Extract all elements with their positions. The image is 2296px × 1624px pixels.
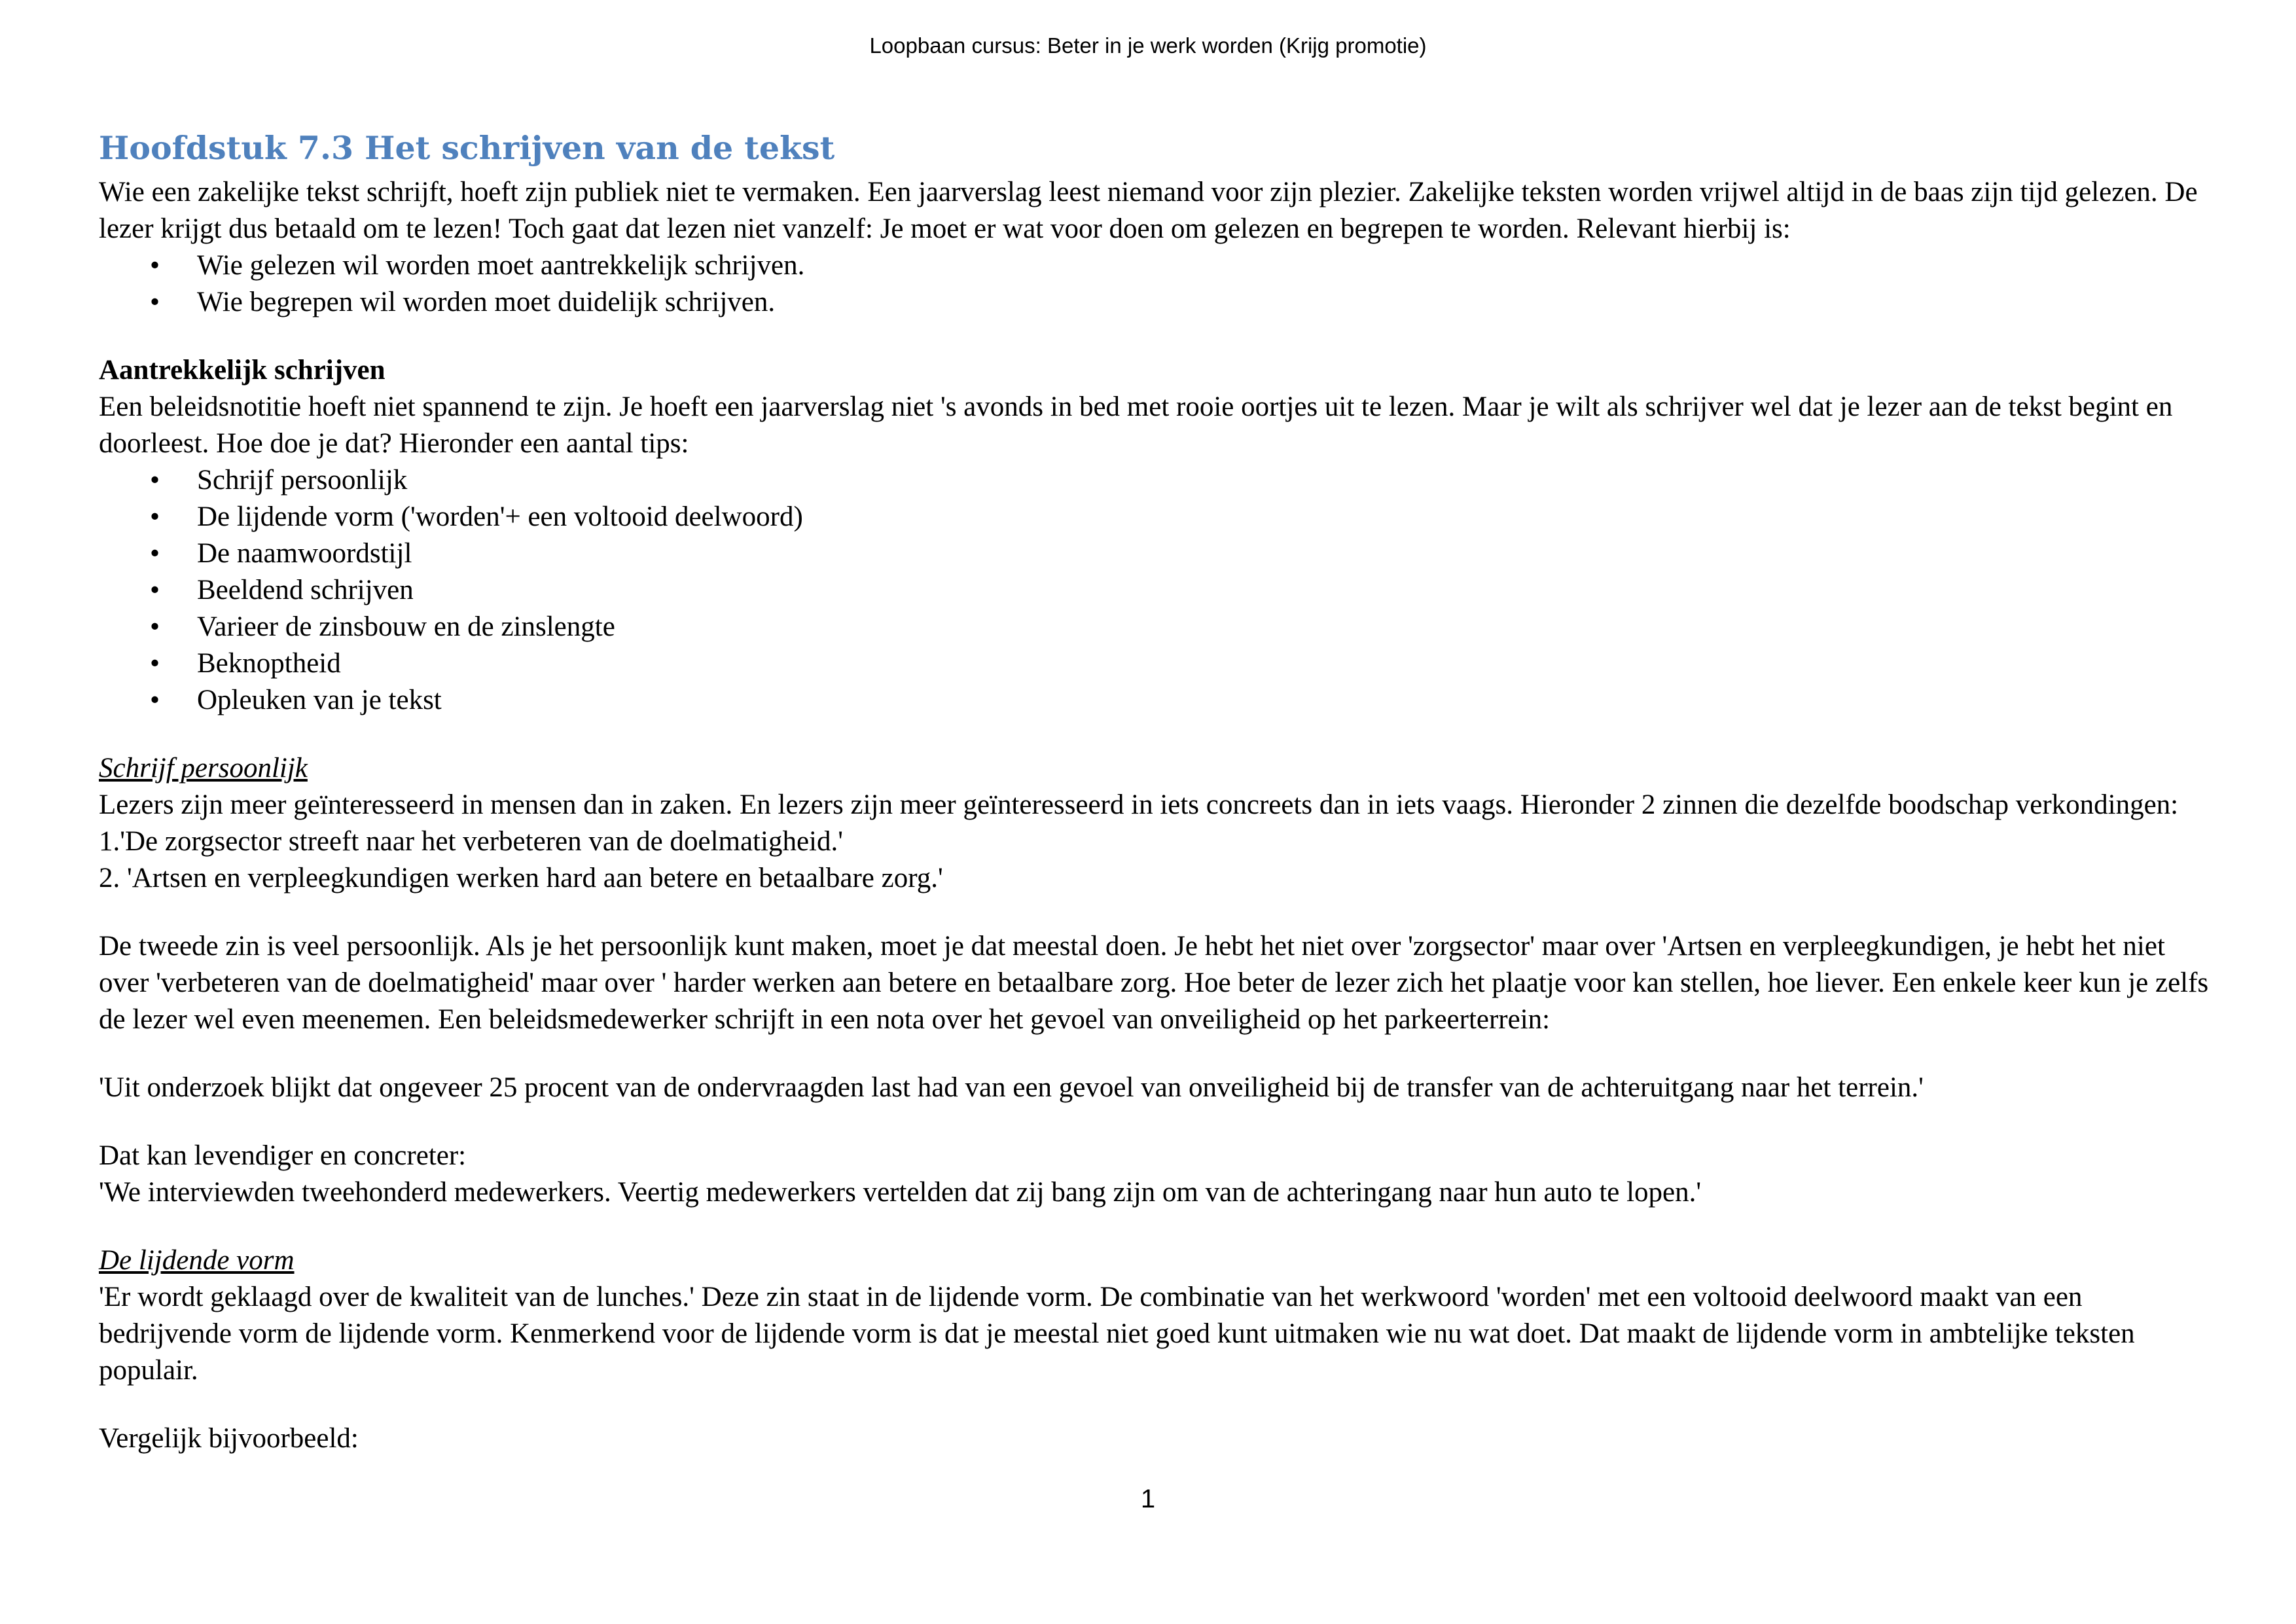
list-item: • Varieer de zinsbouw en de zinslengte [99, 609, 2219, 645]
sub-heading-lijdende-vorm: De lijdende vorm [99, 1245, 295, 1276]
spacer [99, 1038, 2219, 1070]
chapter-title: Hoofdstuk 7.3 Het schrijven van de tekst [99, 129, 835, 167]
persoonlijk-alt-intro: Dat kan levendiger en concreter: [99, 1140, 467, 1171]
page-number: 1 [1140, 1485, 1156, 1513]
example-sentence-1: 1.'De zorgsector streeft naar het verbeteren van de doelmatigheid.' [99, 826, 843, 857]
persoonlijk-quote: 'Uit onderzoek blijkt dat ongeveer 25 procent van de ondervraagden last had van een gevoel van onveiligheid bij de transfer van de achteruitgang naar het terrein.' [99, 1072, 1924, 1103]
sub-heading-persoonlijk: Schrijf persoonlijk [99, 753, 308, 784]
spacer [99, 1106, 2219, 1138]
list-item: • Beknoptheid [99, 645, 2219, 682]
spacer [99, 1389, 2219, 1420]
list-item: • Wie gelezen wil worden moet aantrekkelijk schrijven. [99, 247, 2219, 284]
list-item: • Schrijf persoonlijk [99, 462, 2219, 499]
list-item: • Opleuken van je tekst [99, 682, 2219, 719]
intro-bullet-list [99, 247, 2219, 321]
lijdende-vorm-paragraph: 'Er wordt geklaagd over de kwaliteit van de lunches.' Deze zin staat in de lijdende vorm. De combinatie van het werkwoord 'worden' met een voltooid deelwoord maakt van een bedrijvende vorm de lijdende vorm. Kenmerkend voor de lijdende vorm is dat je meestal niet goed kunt uitmaken wie nu wat doet. Dat maakt de lijdende vorm in ambtelijke teksten populair. [99, 1282, 2135, 1386]
list-item: • Wie begrepen wil worden moet duidelijk schrijven. [99, 284, 2219, 321]
persoonlijk-explanation: De tweede zin is veel persoonlijk. Als je het persoonlijk kunt maken, moet je dat meestal doen. Je hebt het niet over 'zorgsector' maar over 'Artsen en verpleegkundigen, je hebt het niet over 'verbeteren van de doelmatigheid' maar over ' harder werken aan betere en betaalbare zorg. Hoe beter de lezer zich het plaatje voor kan stellen, hoe liever. Een enkele keer kun je zelfs de lezer wel even meenemen. Een beleidsmedewerker schrijft in een nota over het gevoel van onveiligheid op het parkeerterrein: [99, 931, 2209, 1035]
example-sentence-2: 2. 'Artsen en verpleegkundigen werken hard aan betere en betaalbare zorg.' [99, 863, 943, 893]
spacer [99, 897, 2219, 928]
section-heading-aantrekkelijk: Aantrekkelijk schrijven [99, 355, 386, 386]
list-item: • De lijdende vorm ('worden'+ een voltooid deelwoord) [99, 499, 2219, 535]
spacer [99, 719, 2219, 750]
page-content [99, 122, 2219, 1457]
lijdende-vorm-compare: Vergelijk bijvoorbeeld: [99, 1423, 359, 1454]
spacer [99, 1211, 2219, 1242]
aantrekkelijk-paragraph: Een beleidsnotitie hoeft niet spannend te zijn. Je hoeft een jaarverslag niet 's avonds in bed met rooie oortjes uit te lezen. Maar je wilt als schrijver wel dat je lezer aan de tekst begint en doorleest. Hoe doe je dat? Hieronder een aantal tips: [99, 391, 2173, 459]
running-header: Loopbaan cursus: Beter in je werk worden (Krijg promotie) [869, 33, 1427, 58]
list-item: • De naamwoordstijl [99, 535, 2219, 572]
persoonlijk-alt-quote: 'We interviewden tweehonderd medewerkers. Veertig medewerkers vertelden dat zij bang zijn om van de achteringang naar hun auto te lopen.' [99, 1177, 1702, 1208]
persoonlijk-paragraph: Lezers zijn meer geïnteresseerd in mensen dan in zaken. En lezers zijn meer geïnteresseerd in iets concreets dan in iets vaags. Hieronder 2 zinnen die dezelfde boodschap verkondingen: [99, 789, 2179, 820]
spacer [99, 321, 2219, 352]
tips-bullet-list [99, 462, 2219, 719]
intro-paragraph: Wie een zakelijke tekst schrijft, hoeft zijn publiek niet te vermaken. Een jaarverslag leest niemand voor zijn plezier. Zakelijke teksten worden vrijwel altijd in de baas zijn tijd gelezen. De lezer krijgt dus betaald om te lezen! Toch gaat dat lezen niet vanzelf: Je moet er wat voor doen om gelezen en begrepen te worden. Relevant hierbij is: [99, 177, 2198, 244]
list-item: • Beeldend schrijven [99, 572, 2219, 609]
